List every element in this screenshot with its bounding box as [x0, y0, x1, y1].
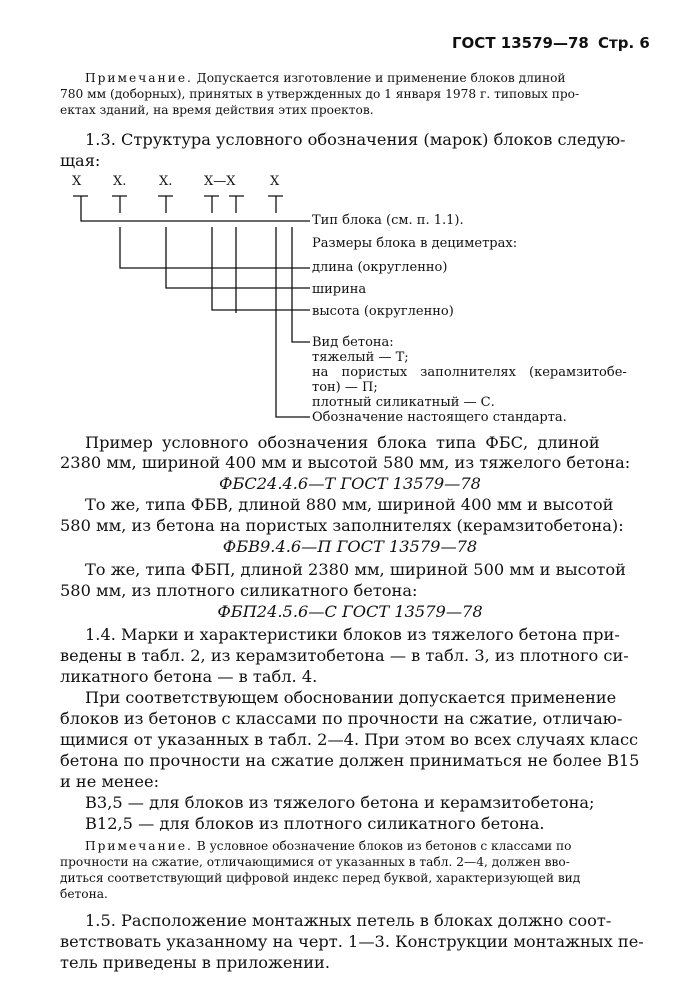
diagram-label: Обозначение настоящего стандарта. [312, 410, 567, 425]
diagram-label: Вид бетона: [312, 335, 394, 350]
paragraph-line: щая: [60, 151, 101, 170]
note-line: диться соответствующий цифровой индекс перед буквой, характеризующей вид [60, 871, 581, 885]
note-line: прочности на сжатие, отличающимися от указанных в табл. 2—4, должен вво- [60, 855, 570, 869]
diagram-label: тон) — П; [312, 380, 378, 395]
paragraph-line: 2380 мм, шириной 400 мм и высотой 580 мм, из тяжелого бетона: [60, 453, 631, 472]
paragraph-line: щимися от указанных в табл. 2—4. При этом во всех случаях класс [60, 730, 639, 749]
paragraph-line: 1.5. Расположение монтажных петель в блоках должно соот- [85, 911, 612, 930]
paragraph-line: ликатного бетона — в табл. 4. [60, 667, 318, 686]
diagram-label: длина (округленно) [312, 260, 448, 275]
paragraph-line: ветствовать указанному на черт. 1—3. Конструкции монтажных пе- [60, 932, 644, 951]
diagram-label: плотный силикатный — С. [312, 395, 495, 410]
paragraph-line: То же, типа ФБВ, длиной 880 мм, шириной 400 мм и высотой [85, 495, 614, 514]
note-label: Примечание. [85, 839, 193, 853]
diagram-label: тяжелый — Т; [312, 350, 409, 365]
diagram-label: высота (округленно) [312, 304, 454, 319]
paragraph-line: бетона по прочности на сжатие должен приниматься не более В15 [60, 751, 640, 770]
diagram-label: Тип блока (см. п. 1.1). [312, 213, 464, 228]
note-line: ектах зданий, на время действия этих проектов. [60, 103, 374, 117]
diagram-label: на пористых заполнителях (керамзитобе- [312, 365, 627, 380]
paragraph-line: В3,5 — для блоков из тяжелого бетона и керамзитобетона; [85, 793, 595, 812]
diagram-label: Размеры блока в дециметрах: [312, 236, 518, 251]
diagram-mark-length: X. [113, 174, 127, 189]
diagram-mark-height-concrete: X—X [204, 174, 236, 189]
standard-number: ГОСТ 13579—78 [452, 34, 589, 52]
paragraph-line: и не менее: [60, 772, 160, 791]
note-line: 780 мм (доборных), принятых в утвержденных до 1 января 1978 г. типовых про- [60, 87, 580, 101]
note-line: В условное обозначение блоков из бетонов с классами по [196, 839, 572, 853]
paragraph-line: блоков из бетонов с классами по прочности на сжатие, отличаю- [60, 709, 623, 728]
diagram-mark-width: X. [159, 174, 173, 189]
designation-example: ФБВ9.4.6—П ГОСТ 13579—78 [222, 537, 478, 556]
paragraph-line: ведены в табл. 2, из керамзитобетона — в табл. 3, из плотного си- [60, 646, 629, 665]
paragraph-line: тель приведены в приложении. [60, 953, 330, 972]
paragraph-line: Пример условного обозначения блока типа ФБС, длиной [85, 433, 600, 452]
designation-example: ФБП24.5.6—С ГОСТ 13579—78 [217, 602, 483, 621]
paragraph-line: При соответствующем обосновании допускается применение [85, 688, 617, 707]
paragraph-line: 1.3. Структура условного обозначения (марок) блоков следую- [85, 130, 626, 149]
note-label: Примечание. [85, 71, 193, 85]
paragraph-line: 580 мм, из плотного силикатного бетона: [60, 581, 418, 600]
paragraph-line: 1.4. Марки и характеристики блоков из тяжелого бетона при- [85, 625, 620, 644]
note-line: бетона. [60, 887, 108, 901]
paragraph-line: То же, типа ФБП, длиной 2380 мм, шириной 500 мм и высотой [85, 560, 626, 579]
diagram-label: ширина [312, 282, 367, 297]
designation-example: ФБС24.4.6—Т ГОСТ 13579—78 [219, 474, 481, 493]
diagram-mark-standard: X [270, 174, 280, 189]
page-number: Стр. 6 [598, 34, 650, 52]
diagram-mark-type: X [72, 174, 82, 189]
paragraph-line: 580 мм, из бетона на пористых заполнителях (керамзитобетона): [60, 516, 624, 535]
note-line: Допускается изготовление и применение блоков длиной [196, 71, 566, 85]
paragraph-line: В12,5 — для блоков из плотного силикатного бетона. [85, 814, 545, 833]
